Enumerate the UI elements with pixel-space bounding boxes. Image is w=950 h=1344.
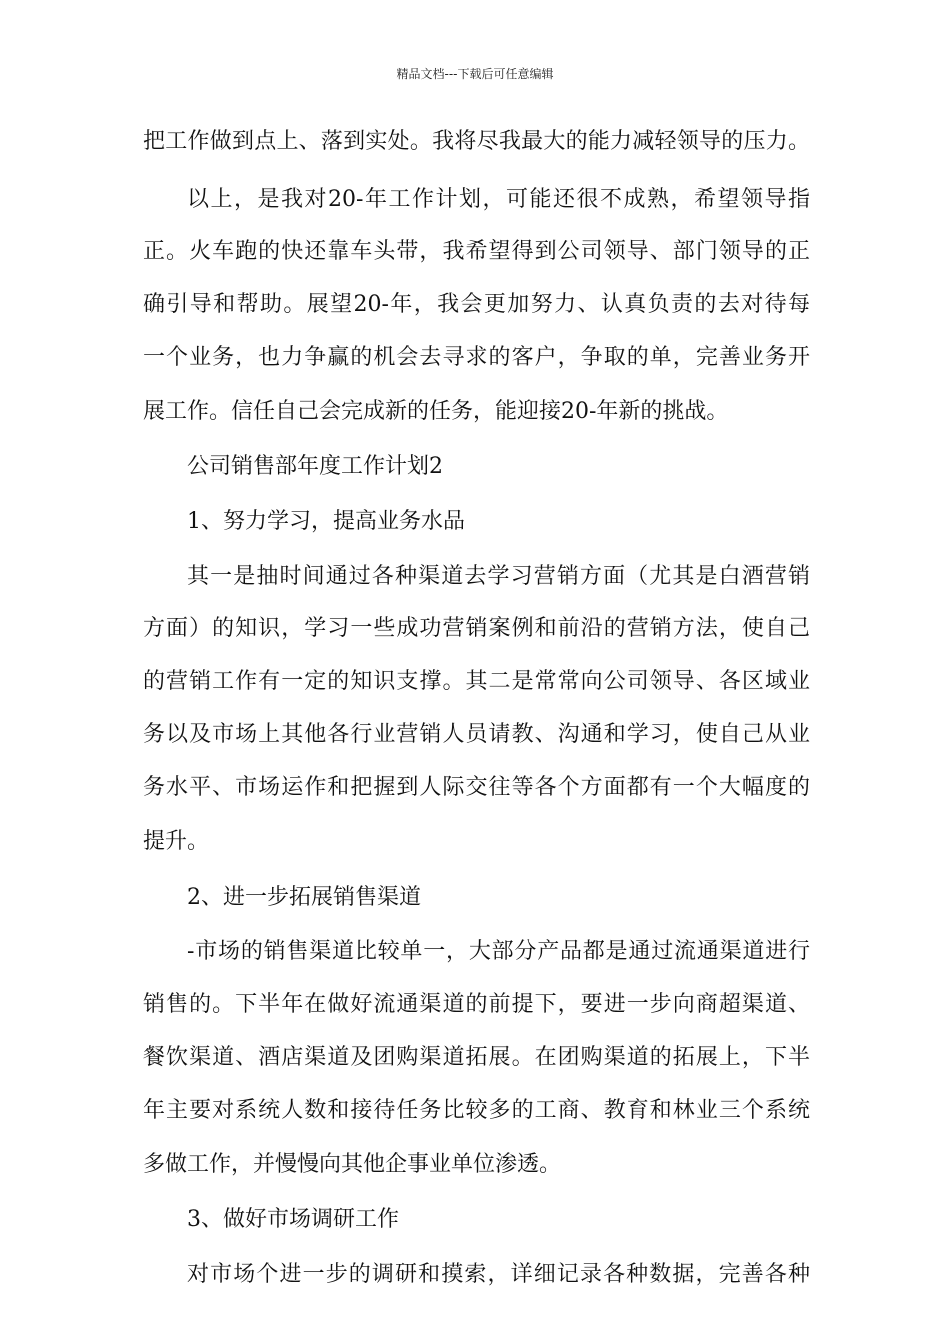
text-line: 年主要对系统人数和接待任务比较多的工商、教育和林业三个系统 <box>143 1098 810 1123</box>
text-line: 提升。 <box>143 829 210 854</box>
subheading: 1、努力学习，提高业务水品 <box>187 509 465 534</box>
text-line: 对市场个进一步的调研和摸索，详细记录各种数据，完善各种 <box>187 1262 810 1287</box>
text-line: 展工作。信任自己会完成新的任务，能迎接20-年新的挑战。 <box>143 399 729 424</box>
text-line: 确引导和帮助。展望20-年，我会更加努力、认真负责的去对待每 <box>143 292 810 317</box>
text-line: 餐饮渠道、酒店渠道及团购渠道拓展。在团购渠道的拓展上，下半 <box>143 1045 810 1070</box>
text-line: 以上，是我对20-年工作计划，可能还很不成熟，希望领导指 <box>187 187 810 212</box>
text-line: 正。火车跑的快还靠车头带，我希望得到公司领导、部门领导的正 <box>143 239 810 264</box>
text-line: 务以及市场上其他各行业营销人员请教、沟通和学习，使自己从业 <box>143 722 810 747</box>
text-line: 方面）的知识，学习一些成功营销案例和前沿的营销方法，使自己 <box>143 616 810 641</box>
text-line: 一个业务，也力争赢的机会去寻求的客户，争取的单，完善业务开 <box>143 345 810 370</box>
text-line: 多做工作，并慢慢向其他企事业单位渗透。 <box>143 1152 562 1177</box>
subheading: 3、做好市场调研工作 <box>187 1207 399 1232</box>
subheading: 2、进一步拓展销售渠道 <box>187 885 421 910</box>
text-line: -市场的销售渠道比较单一，大部分产品都是通过流通渠道进行 <box>187 939 810 964</box>
text-line: 把工作做到点上、落到实处。我将尽我最大的能力减轻领导的压力。 <box>143 129 810 154</box>
text-line: 其一是抽时间通过各种渠道去学习营销方面（尤其是白酒营销 <box>187 564 810 589</box>
text-line: 销售的。下半年在做好流通渠道的前提下，要进一步向商超渠道、 <box>143 992 810 1017</box>
page-header: 精品文档---下载后可任意编辑 <box>396 67 554 81</box>
section-title: 公司销售部年度工作计划2 <box>187 454 443 479</box>
text-line: 务水平、市场运作和把握到人际交往等各个方面都有一个大幅度的 <box>143 775 810 800</box>
text-line: 的营销工作有一定的知识支撑。其二是常常向公司领导、各区域业 <box>143 669 810 694</box>
